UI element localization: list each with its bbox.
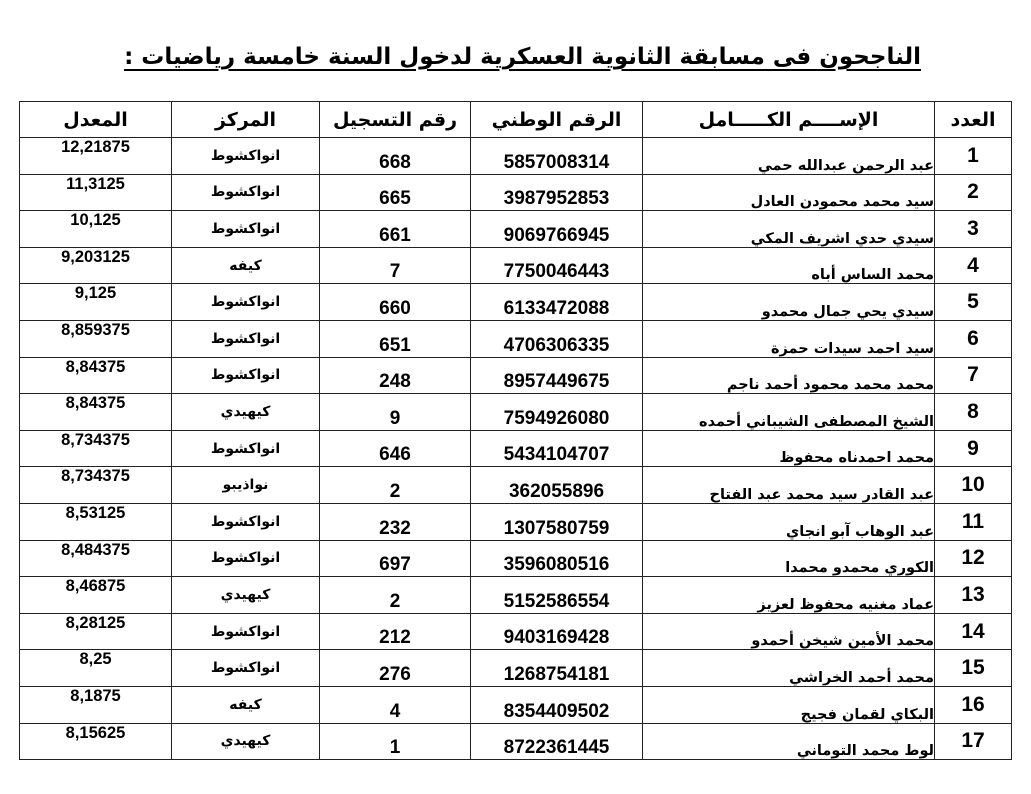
cell-average: 10,125 (20, 211, 172, 248)
cell-average: 9,125 (20, 284, 172, 321)
cell-number: 6 (935, 320, 1012, 357)
cell-full-name: سيد احمد سيدات حمزة (643, 320, 935, 357)
cell-national-id: 1307580759 (471, 503, 643, 540)
table-row (20, 503, 1012, 540)
table-row (20, 430, 1012, 467)
cell-number: 7 (935, 357, 1012, 394)
cell-national-id: 4706306335 (471, 320, 643, 357)
cell-full-name: محمد احمدناه محفوظ (643, 430, 935, 467)
cell-number: 1 (935, 138, 1012, 175)
cell-average: 8,484375 (20, 540, 172, 577)
table-row (20, 723, 1012, 760)
cell-center: كيفه (172, 686, 320, 723)
cell-number: 16 (935, 686, 1012, 723)
cell-registration: 2 (320, 467, 471, 504)
header-national-id: الرقم الوطني (471, 102, 643, 138)
cell-center: انواكشوط (172, 613, 320, 650)
cell-center: انواكشوط (172, 540, 320, 577)
cell-center: انواكشوط (172, 174, 320, 211)
table-header (20, 102, 1012, 138)
cell-national-id: 8354409502 (471, 686, 643, 723)
cell-national-id: 5434104707 (471, 430, 643, 467)
cell-center: انواكشوط (172, 503, 320, 540)
cell-registration: 1 (320, 723, 471, 760)
table-row (20, 613, 1012, 650)
cell-average: 12,21875 (20, 138, 172, 175)
table-row (20, 211, 1012, 248)
cell-center: انواكشوط (172, 320, 320, 357)
cell-national-id: 5152586554 (471, 577, 643, 614)
cell-center: انواكشوط (172, 284, 320, 321)
header-row (20, 102, 1012, 138)
cell-number: 8 (935, 394, 1012, 431)
cell-number: 9 (935, 430, 1012, 467)
cell-number: 2 (935, 174, 1012, 211)
cell-average: 11,3125 (20, 174, 172, 211)
table-row (20, 174, 1012, 211)
cell-number: 11 (935, 503, 1012, 540)
header-average: المعدل (20, 102, 172, 138)
header-registration: رقم التسجيل (320, 102, 471, 138)
cell-center: انواكشوط (172, 211, 320, 248)
cell-average: 8,46875 (20, 577, 172, 614)
table-row (20, 320, 1012, 357)
page-title: الناجحون فى مسابقة الثانوية العسكرية لدخول السنة خامسة رياضيات : (124, 44, 921, 70)
cell-center: كيهيدي (172, 577, 320, 614)
cell-full-name: لوط محمد التوماني (643, 723, 935, 760)
header-number: العدد (935, 102, 1012, 138)
cell-full-name: البكاي لقمان فجيج (643, 686, 935, 723)
table-row (20, 650, 1012, 687)
cell-full-name: محمد الساس أباه (643, 247, 935, 284)
cell-center: انواكشوط (172, 430, 320, 467)
table-row (20, 357, 1012, 394)
cell-national-id: 3596080516 (471, 540, 643, 577)
cell-center: كيفه (172, 247, 320, 284)
cell-number: 13 (935, 577, 1012, 614)
cell-number: 15 (935, 650, 1012, 687)
cell-full-name: سيدي يحي جمال محمدو (643, 284, 935, 321)
cell-number: 10 (935, 467, 1012, 504)
cell-registration: 661 (320, 211, 471, 248)
cell-number: 14 (935, 613, 1012, 650)
cell-registration: 4 (320, 686, 471, 723)
cell-number: 3 (935, 211, 1012, 248)
table-row (20, 467, 1012, 504)
cell-center: كيهيدي (172, 723, 320, 760)
cell-registration: 232 (320, 503, 471, 540)
table-row (20, 577, 1012, 614)
table-row (20, 394, 1012, 431)
cell-national-id: 9069766945 (471, 211, 643, 248)
cell-registration: 248 (320, 357, 471, 394)
cell-center: كيهيدي (172, 394, 320, 431)
table-row (20, 686, 1012, 723)
cell-average: 8,84375 (20, 394, 172, 431)
cell-number: 12 (935, 540, 1012, 577)
cell-full-name: عماد مغنيه محفوظ لعزيز (643, 577, 935, 614)
cell-average: 8,734375 (20, 430, 172, 467)
table-row (20, 540, 1012, 577)
cell-national-id: 6133472088 (471, 284, 643, 321)
cell-national-id: 5857008314 (471, 138, 643, 175)
header-center: المركز (172, 102, 320, 138)
cell-full-name: سيدي حدي اشريف المكي (643, 211, 935, 248)
cell-center: انواكشوط (172, 650, 320, 687)
cell-registration: 9 (320, 394, 471, 431)
cell-registration: 7 (320, 247, 471, 284)
cell-national-id: 8957449675 (471, 357, 643, 394)
cell-number: 4 (935, 247, 1012, 284)
cell-national-id: 8722361445 (471, 723, 643, 760)
table-row (20, 138, 1012, 175)
cell-average: 9,203125 (20, 247, 172, 284)
cell-average: 8,53125 (20, 503, 172, 540)
cell-average: 8,1875 (20, 686, 172, 723)
results-table (19, 101, 1012, 760)
cell-full-name: عبد الرحمن عبدالله حمي (643, 138, 935, 175)
cell-full-name: عبد الوهاب آبو انجاي (643, 503, 935, 540)
cell-center: انواكشوط (172, 357, 320, 394)
cell-national-id: 1268754181 (471, 650, 643, 687)
cell-full-name: محمد محمد محمود أحمد ناجم (643, 357, 935, 394)
cell-registration: 665 (320, 174, 471, 211)
cell-full-name: سيد محمد محمودن العادل (643, 174, 935, 211)
cell-average: 8,734375 (20, 467, 172, 504)
cell-registration: 212 (320, 613, 471, 650)
cell-national-id: 3987952853 (471, 174, 643, 211)
cell-registration: 660 (320, 284, 471, 321)
cell-average: 8,859375 (20, 320, 172, 357)
table-row (20, 284, 1012, 321)
cell-registration: 697 (320, 540, 471, 577)
cell-average: 8,25 (20, 650, 172, 687)
cell-full-name: الكوري محمدو محمدا (643, 540, 935, 577)
cell-average: 8,15625 (20, 723, 172, 760)
cell-national-id: 7594926080 (471, 394, 643, 431)
cell-registration: 646 (320, 430, 471, 467)
cell-registration: 651 (320, 320, 471, 357)
table-row (20, 247, 1012, 284)
cell-registration: 2 (320, 577, 471, 614)
header-full-name: الإســــم الكـــــامل (643, 102, 935, 138)
cell-full-name: عبد القادر سيد محمد عبد الفتاح (643, 467, 935, 504)
cell-number: 17 (935, 723, 1012, 760)
cell-national-id: 9403169428 (471, 613, 643, 650)
cell-number: 5 (935, 284, 1012, 321)
table-body (20, 138, 1012, 760)
cell-full-name: محمد الأمين شيخن أحمدو (643, 613, 935, 650)
cell-national-id: 362055896 (471, 467, 643, 504)
cell-average: 8,84375 (20, 357, 172, 394)
cell-average: 8,28125 (20, 613, 172, 650)
cell-registration: 276 (320, 650, 471, 687)
cell-center: انواكشوط (172, 138, 320, 175)
cell-full-name: الشيخ المصطفى الشيباني أحمده (643, 394, 935, 431)
cell-registration: 668 (320, 138, 471, 175)
cell-center: نواذيبو (172, 467, 320, 504)
cell-full-name: محمد أحمد الخراشي (643, 650, 935, 687)
cell-national-id: 7750046443 (471, 247, 643, 284)
